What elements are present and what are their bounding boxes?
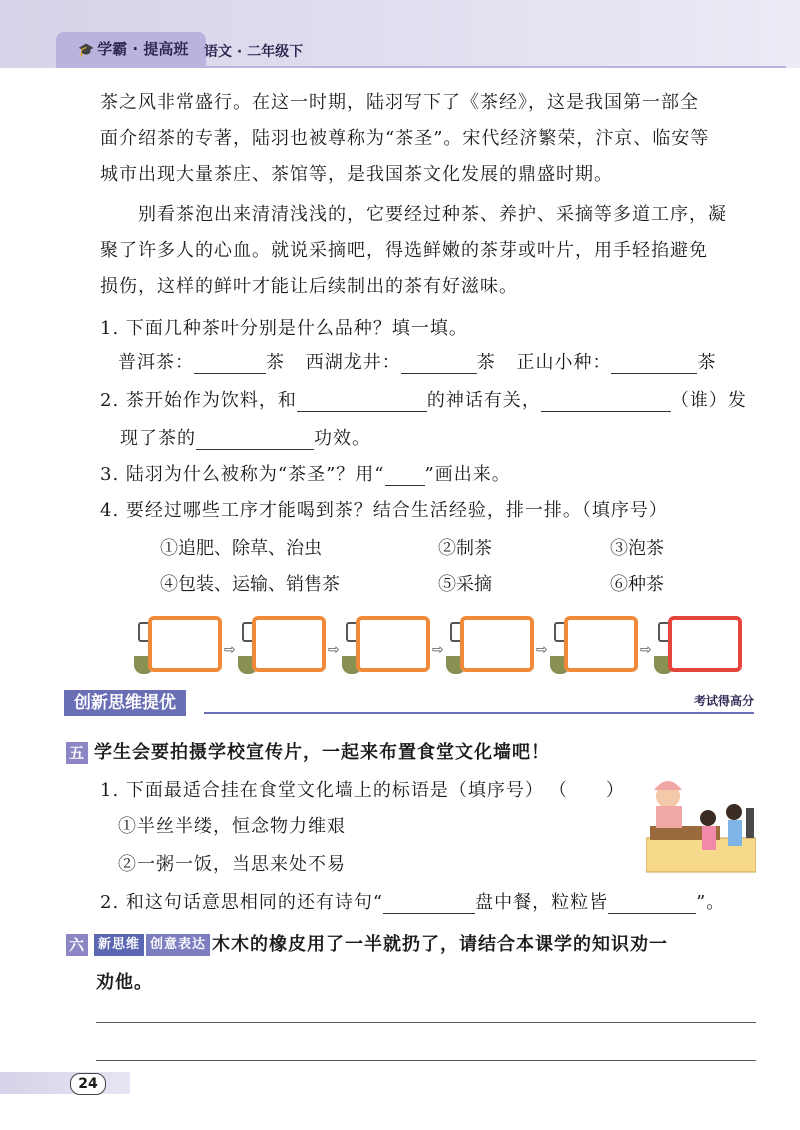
arrow-icon: ⇨ bbox=[640, 642, 652, 658]
answer-blank[interactable] bbox=[196, 431, 314, 450]
option-6: ⑥种茶 bbox=[610, 574, 664, 595]
section-divider bbox=[204, 712, 754, 714]
passage-line: 损伤，这样的鲜叶才能让后续制出的茶有好滋味。 bbox=[100, 276, 518, 297]
question-1-blanks: 普洱茶： 茶 西湖龙井： 茶 正山小种： 茶 bbox=[118, 352, 717, 373]
page-number: 24 bbox=[70, 1073, 106, 1095]
q5-option-1: ①半丝半缕，恒念物力维艰 bbox=[118, 816, 346, 837]
arrow-icon: ⇨ bbox=[224, 642, 236, 658]
arrow-icon: ⇨ bbox=[328, 642, 340, 658]
question-number: 五 bbox=[66, 742, 88, 764]
section-title: 创新思维提优 bbox=[64, 690, 186, 716]
arrow-icon: ⇨ bbox=[432, 642, 444, 658]
passage-line: 茶之风非常盛行。在这一时期，陆羽写下了《茶经》，这是我国第一部全 bbox=[100, 92, 699, 113]
answer-line[interactable] bbox=[96, 1022, 756, 1023]
subject-label: 语文 · 二年级下 bbox=[204, 44, 304, 60]
option-5: ⑤采摘 bbox=[438, 574, 492, 595]
footer-strip bbox=[0, 1072, 130, 1094]
header-divider bbox=[56, 66, 786, 68]
question-5-1: 1. 下面最适合挂在食堂文化墙上的标语是（填序号） （ ） bbox=[100, 780, 625, 801]
graduation-cap-icon: 🎓 bbox=[78, 43, 95, 58]
question-1: 1. 下面几种茶叶分别是什么品种？填一填。 bbox=[100, 318, 468, 339]
underline-sample bbox=[385, 467, 425, 486]
q5-option-2: ②一粥一饭，当思来处不易 bbox=[118, 854, 346, 875]
answer-blank[interactable] bbox=[541, 393, 671, 412]
question-5-2: 2. 和这句话意思相同的还有诗句“ 盘中餐，粒粒皆 ”。 bbox=[100, 892, 726, 913]
question-5-title: 五 学生会要拍摄学校宣传片，一起来布置食堂文化墙吧！ bbox=[66, 738, 550, 764]
passage-line: 聚了许多人的心血。就说采摘吧，得选鲜嫩的茶芽或叶片，用手轻掐避免 bbox=[100, 240, 708, 261]
answer-line[interactable] bbox=[96, 1060, 756, 1061]
arrow-icon: ⇨ bbox=[536, 642, 548, 658]
sequence-flow bbox=[130, 612, 750, 684]
question-2-cont: 现了茶的 功效。 bbox=[120, 428, 371, 449]
passage-line: 别看茶泡出来清清浅浅的，它要经过种茶、养护、采摘等多道工序，凝 bbox=[138, 204, 727, 225]
answer-blank[interactable] bbox=[611, 355, 697, 374]
question-6-cont: 劝他。 bbox=[96, 972, 153, 993]
page-header bbox=[0, 0, 800, 68]
sequence-box-4[interactable] bbox=[460, 616, 534, 672]
answer-blank[interactable] bbox=[194, 355, 266, 374]
answer-paren[interactable]: （ ） bbox=[557, 780, 625, 801]
option-3: ③泡茶 bbox=[610, 538, 664, 559]
sequence-box-1[interactable] bbox=[148, 616, 222, 672]
tag-new-thinking: 新思维 bbox=[94, 934, 144, 956]
answer-blank[interactable] bbox=[608, 895, 696, 914]
section-subtitle: 考试得高分 bbox=[693, 694, 754, 708]
answer-blank[interactable] bbox=[383, 895, 475, 914]
question-2: 2. 茶开始作为饮料，和 的神话有关， （谁）发 bbox=[100, 390, 747, 411]
question-3: 3. 陆羽为什么被称为“茶圣”？用“ ”画出来。 bbox=[100, 464, 511, 485]
sequence-box-2[interactable] bbox=[252, 616, 326, 672]
passage-line: 城市出现大量茶庄、茶馆等，是我国茶文化发展的鼎盛时期。 bbox=[100, 164, 613, 185]
option-1: ①追肥、除草、治虫 bbox=[160, 538, 322, 559]
option-2: ②制茶 bbox=[438, 538, 492, 559]
sequence-box-6[interactable] bbox=[668, 616, 742, 672]
question-6-title: 六 新思维 创意表达 木木的橡皮用了一半就扔了，请结合本课学的知识劝一 bbox=[66, 930, 668, 956]
answer-blank[interactable] bbox=[297, 393, 427, 412]
option-4: ④包装、运输、销售茶 bbox=[160, 574, 340, 595]
tag-creative-expression: 创意表达 bbox=[146, 934, 210, 956]
passage-line: 面介绍茶的专著，陆羽也被尊称为“茶圣”。宋代经济繁荣，汴京、临安等 bbox=[100, 128, 710, 149]
answer-blank[interactable] bbox=[401, 355, 477, 374]
question-number: 六 bbox=[66, 934, 88, 956]
sequence-box-3[interactable] bbox=[356, 616, 430, 672]
cafeteria-illustration bbox=[646, 768, 756, 878]
section-header bbox=[64, 690, 754, 716]
book-title: 🎓 学霸 · 提高班 bbox=[56, 32, 206, 66]
question-4: 4. 要经过哪些工序才能喝到茶？结合生活经验，排一排。（填序号） bbox=[100, 500, 668, 521]
sequence-box-5[interactable] bbox=[564, 616, 638, 672]
